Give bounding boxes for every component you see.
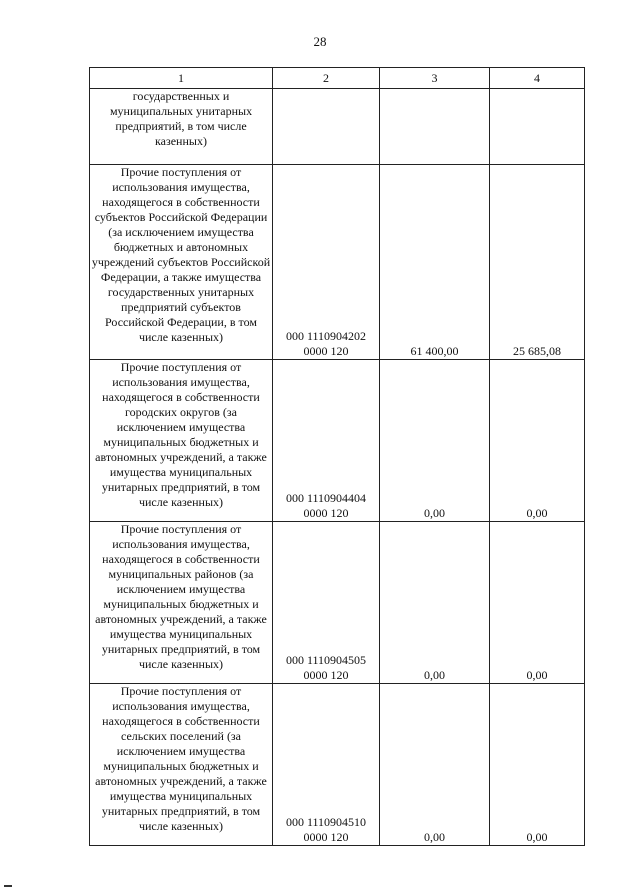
row-name-cell: Прочие поступления от использования имущества, находящегося в собственности сельских поселений (за исключением имущества муниципальных бюджетных и автономных учреждений, а также имущества муниципальных унитарных предприятий, в том числе казенных) — [90, 684, 273, 846]
code-line-1: 000 1110904404 — [285, 491, 367, 505]
row-code-cell — [273, 522, 380, 684]
table-row — [90, 522, 585, 684]
table-row — [90, 360, 585, 522]
table-header-row — [90, 68, 585, 89]
code-line-1: 000 1110904202 — [285, 329, 367, 343]
revenue-table — [89, 67, 585, 846]
row-name-cell: Прочие поступления от использования имущества, находящегося в собственности муниципальных районов (за исключением имущества муниципальных бюджетных и автономных учреждений, а также имущества муниципальных унитарных предприятий, в том числе казенных) — [90, 522, 273, 684]
row-name-cell: государственных и муниципальных унитарных предприятий, в том числе казенных) — [90, 89, 273, 165]
code-line-1: 000 1110904510 — [285, 815, 367, 829]
row-col4-cell: 0,00 — [490, 684, 585, 846]
row-col3-cell: 0,00 — [380, 684, 490, 846]
column-header-2: 2 — [273, 68, 380, 89]
table-row — [90, 684, 585, 846]
row-col3-cell: 61 400,00 — [380, 165, 490, 360]
code-line-2: 0000 120 — [303, 830, 349, 844]
row-col4-cell: 0,00 — [490, 360, 585, 522]
scan-mark — [4, 885, 12, 887]
row-col4-cell: 25 685,08 — [490, 165, 585, 360]
row-col4-cell — [490, 89, 585, 165]
row-code-cell — [273, 360, 380, 522]
row-col3-cell: 0,00 — [380, 360, 490, 522]
column-header-3: 3 — [380, 68, 490, 89]
table-row — [90, 165, 585, 360]
page-number: 28 — [313, 34, 327, 49]
row-code-cell — [273, 165, 380, 360]
column-header-4: 4 — [490, 68, 585, 89]
code-line-1: 000 1110904505 — [285, 653, 367, 667]
row-name-cell: Прочие поступления от использования имущества, находящегося в собственности субъектов Российской Федерации (за исключением имущества бюджетных и автономных учреждений субъектов Российской Федерации, а также имущества государственных унитарных предприятий субъектов Российской Федерации, в том числе казенных) — [90, 165, 273, 360]
row-code-cell — [273, 89, 380, 165]
column-header-1: 1 — [90, 68, 273, 89]
code-line-2: 0000 120 — [303, 344, 349, 358]
row-col4-cell: 0,00 — [490, 522, 585, 684]
row-name-cell: Прочие поступления от использования имущества, находящегося в собственности городских округов (за исключением имущества муниципальных бюджетных и автономных учреждений, а также имущества муниципальных унитарных предприятий, в том числе казенных) — [90, 360, 273, 522]
code-line-2: 0000 120 — [303, 668, 349, 682]
table-row — [90, 89, 585, 165]
row-col3-cell — [380, 89, 490, 165]
row-col3-cell: 0,00 — [380, 522, 490, 684]
row-code-cell — [273, 684, 380, 846]
code-line-2: 0000 120 — [303, 506, 349, 520]
